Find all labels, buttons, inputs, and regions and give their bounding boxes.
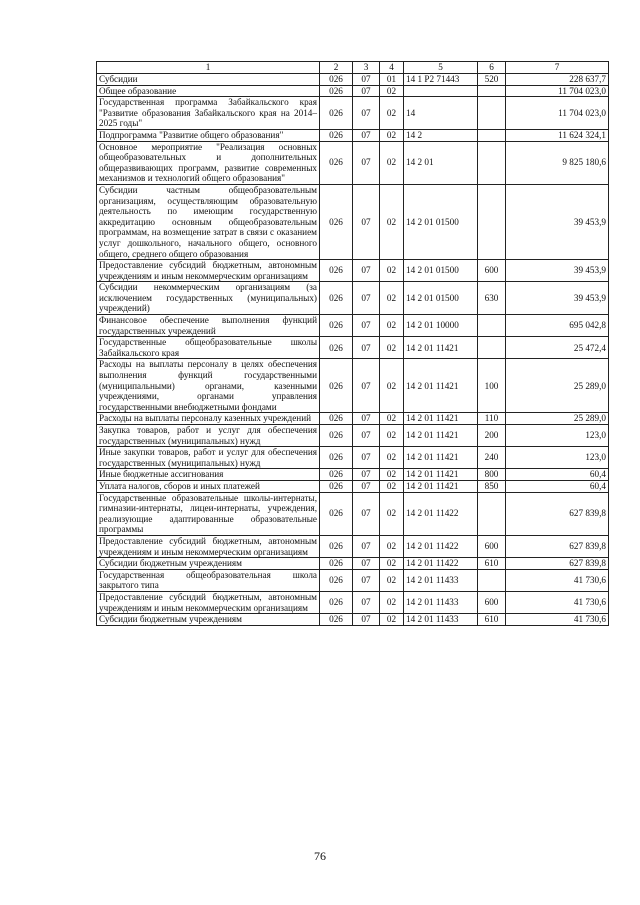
- cell-amount: 627 839,8: [506, 535, 609, 557]
- cell-ministry-code: 026: [320, 282, 353, 315]
- cell-name: Иные бюджетные ассигнования: [97, 469, 320, 481]
- table-row: [97, 282, 609, 315]
- table-row: [97, 558, 609, 570]
- cell-amount: 11 704 023,0: [506, 85, 609, 97]
- cell-section-code: 07: [353, 129, 380, 141]
- cell-name: Государственные общеобразовательные школы Забайкальского края: [97, 337, 320, 359]
- cell-subsection-code: 02: [380, 480, 404, 492]
- cell-expense-type: 850: [478, 480, 506, 492]
- cell-amount: 39 453,9: [506, 184, 609, 259]
- cell-section-code: 07: [353, 614, 380, 626]
- cell-expense-type: [478, 85, 506, 97]
- cell-expense-type: 600: [478, 591, 506, 613]
- cell-name: Финансовое обеспечение выполнения функций государственных учреждений: [97, 315, 320, 337]
- cell-name: Субсидии некоммерческим организациям (за исключением государственных (муниципальных) учреждений): [97, 282, 320, 315]
- cell-ministry-code: 026: [320, 558, 353, 570]
- cell-section-code: 07: [353, 74, 380, 86]
- cell-ministry-code: 026: [320, 315, 353, 337]
- table-row: [97, 480, 609, 492]
- cell-subsection-code: 02: [380, 315, 404, 337]
- cell-target-article: [404, 85, 478, 97]
- table-row: [97, 359, 609, 413]
- cell-ministry-code: 026: [320, 129, 353, 141]
- cell-section-code: 07: [353, 535, 380, 557]
- cell-name: Подпрограмма "Развитие общего образования": [97, 129, 320, 141]
- cell-ministry-code: 026: [320, 97, 353, 130]
- cell-subsection-code: 02: [380, 535, 404, 557]
- header-col-7: 7: [506, 62, 609, 74]
- cell-subsection-code: 02: [380, 282, 404, 315]
- cell-name: Основное мероприятие "Реализация основных общеобразовательных и дополнительных общеразвивающих программ, развитие современных механизмов и технологий общего образования": [97, 141, 320, 184]
- cell-target-article: 14 2 01 11421: [404, 413, 478, 425]
- cell-name: Иные закупки товаров, работ и услуг для обеспечения государственных (муниципальных) нужд: [97, 447, 320, 469]
- cell-expense-type: 610: [478, 614, 506, 626]
- cell-target-article: 14 2 01 11433: [404, 614, 478, 626]
- cell-section-code: 07: [353, 141, 380, 184]
- cell-amount: 41 730,6: [506, 569, 609, 591]
- cell-section-code: 07: [353, 282, 380, 315]
- cell-amount: 25 289,0: [506, 413, 609, 425]
- table-row: [97, 469, 609, 481]
- table-body: [97, 74, 609, 626]
- cell-expense-type: 200: [478, 425, 506, 447]
- cell-amount: 41 730,6: [506, 591, 609, 613]
- cell-section-code: 07: [353, 469, 380, 481]
- header-col-2: 2: [320, 62, 353, 74]
- cell-target-article: 14 2 01 01500: [404, 184, 478, 259]
- cell-subsection-code: 02: [380, 184, 404, 259]
- cell-amount: 11 624 324,1: [506, 129, 609, 141]
- table-row: [97, 569, 609, 591]
- cell-section-code: 07: [353, 480, 380, 492]
- cell-target-article: 14 2 01 11421: [404, 480, 478, 492]
- cell-expense-type: [478, 184, 506, 259]
- cell-target-article: 14 2 01 11421: [404, 337, 478, 359]
- cell-ministry-code: 026: [320, 535, 353, 557]
- page-number: 76: [314, 849, 326, 863]
- cell-amount: 39 453,9: [506, 260, 609, 282]
- cell-subsection-code: 02: [380, 337, 404, 359]
- table-row: [97, 97, 609, 130]
- cell-ministry-code: 026: [320, 260, 353, 282]
- cell-expense-type: [478, 492, 506, 535]
- cell-amount: 11 704 023,0: [506, 97, 609, 130]
- header-col-1: 1: [97, 62, 320, 74]
- table-row: [97, 260, 609, 282]
- cell-ministry-code: 026: [320, 85, 353, 97]
- cell-section-code: 07: [353, 492, 380, 535]
- cell-expense-type: [478, 337, 506, 359]
- table-row: [97, 129, 609, 141]
- table-row: [97, 591, 609, 613]
- cell-ministry-code: 026: [320, 447, 353, 469]
- table-row: [97, 614, 609, 626]
- cell-expense-type: [478, 141, 506, 184]
- table-row: [97, 447, 609, 469]
- cell-target-article: 14 2 01 01500: [404, 282, 478, 315]
- cell-name: Субсидии: [97, 74, 320, 86]
- cell-expense-type: 520: [478, 74, 506, 86]
- cell-expense-type: 240: [478, 447, 506, 469]
- cell-name: Предоставление субсидий бюджетным, автономным учреждениям и иным некоммерческим организациям: [97, 260, 320, 282]
- header-col-5: 5: [404, 62, 478, 74]
- cell-name: Субсидии бюджетным учреждениям: [97, 614, 320, 626]
- cell-expense-type: 800: [478, 469, 506, 481]
- cell-name: Субсидии частным общеобразовательным организациям, осуществляющим образовательную деятельность по имеющим государственную аккредитацию основным общеобразовательным программам, на возмещение затрат в связи с оказанием услуг дошкольного, начального общего, основного общего, среднего общего образования: [97, 184, 320, 259]
- cell-amount: 123,0: [506, 447, 609, 469]
- cell-target-article: 14 2 01 11433: [404, 569, 478, 591]
- cell-section-code: 07: [353, 315, 380, 337]
- cell-amount: 228 637,7: [506, 74, 609, 86]
- cell-subsection-code: 02: [380, 469, 404, 481]
- cell-name: Предоставление субсидий бюджетным, автономным учреждениям и иным некоммерческим организациям: [97, 591, 320, 613]
- cell-name: Государственная программа Забайкальского края "Развитие образования Забайкальского края на 2014–2025 годы": [97, 97, 320, 130]
- cell-name: Субсидии бюджетным учреждениям: [97, 558, 320, 570]
- cell-ministry-code: 026: [320, 469, 353, 481]
- table-row: [97, 184, 609, 259]
- cell-subsection-code: 02: [380, 260, 404, 282]
- cell-section-code: 07: [353, 85, 380, 97]
- table-row: [97, 535, 609, 557]
- table-row: [97, 74, 609, 86]
- cell-ministry-code: 026: [320, 480, 353, 492]
- cell-expense-type: 600: [478, 535, 506, 557]
- cell-name: Предоставление субсидий бюджетным, автономным учреждениям и иным некоммерческим организациям: [97, 535, 320, 557]
- cell-target-article: 14 2 01: [404, 141, 478, 184]
- cell-ministry-code: 026: [320, 591, 353, 613]
- cell-expense-type: 630: [478, 282, 506, 315]
- cell-expense-type: [478, 569, 506, 591]
- cell-subsection-code: 02: [380, 591, 404, 613]
- cell-target-article: 14 2 01 11433: [404, 591, 478, 613]
- cell-subsection-code: 02: [380, 359, 404, 413]
- cell-amount: 41 730,6: [506, 614, 609, 626]
- cell-subsection-code: 02: [380, 447, 404, 469]
- cell-amount: 25 289,0: [506, 359, 609, 413]
- cell-section-code: 07: [353, 569, 380, 591]
- cell-target-article: 14 2 01 11421: [404, 425, 478, 447]
- cell-section-code: 07: [353, 260, 380, 282]
- header-col-6: 6: [478, 62, 506, 74]
- cell-target-article: 14 2 01 11422: [404, 492, 478, 535]
- cell-subsection-code: 02: [380, 129, 404, 141]
- cell-ministry-code: 026: [320, 492, 353, 535]
- cell-target-article: 14 2: [404, 129, 478, 141]
- cell-target-article: 14 2 01 11421: [404, 469, 478, 481]
- cell-section-code: 07: [353, 97, 380, 130]
- cell-target-article: 14 2 01 01500: [404, 260, 478, 282]
- cell-ministry-code: 026: [320, 359, 353, 413]
- cell-name: Государственные образовательные школы-интернаты, гимназии-интернаты, лицеи-интернаты, учреждения, реализующие адаптированные образовательные программы: [97, 492, 320, 535]
- cell-section-code: 07: [353, 337, 380, 359]
- cell-subsection-code: 02: [380, 413, 404, 425]
- table-row: [97, 85, 609, 97]
- table-row: [97, 337, 609, 359]
- cell-expense-type: 100: [478, 359, 506, 413]
- cell-amount: 627 839,8: [506, 492, 609, 535]
- cell-expense-type: [478, 129, 506, 141]
- cell-ministry-code: 026: [320, 141, 353, 184]
- cell-section-code: 07: [353, 425, 380, 447]
- cell-section-code: 07: [353, 359, 380, 413]
- cell-ministry-code: 026: [320, 413, 353, 425]
- cell-name: Расходы на выплаты персоналу казенных учреждений: [97, 413, 320, 425]
- cell-subsection-code: 02: [380, 614, 404, 626]
- cell-target-article: 14 2 01 11422: [404, 535, 478, 557]
- cell-section-code: 07: [353, 591, 380, 613]
- cell-subsection-code: 02: [380, 558, 404, 570]
- cell-expense-type: 610: [478, 558, 506, 570]
- cell-expense-type: [478, 97, 506, 130]
- cell-target-article: 14: [404, 97, 478, 130]
- cell-name: Государственная общеобразовательная школа закрытого типа: [97, 569, 320, 591]
- cell-target-article: 14 1 P2 71443: [404, 74, 478, 86]
- cell-ministry-code: 026: [320, 569, 353, 591]
- cell-target-article: 14 2 01 11422: [404, 558, 478, 570]
- cell-section-code: 07: [353, 413, 380, 425]
- cell-name: Расходы на выплаты персоналу в целях обеспечения выполнения функций государственными (муниципальными) органами, казенными учреждениями, органами управления государственными внебюджетными фондами: [97, 359, 320, 413]
- cell-amount: 9 825 180,6: [506, 141, 609, 184]
- cell-amount: 60,4: [506, 480, 609, 492]
- cell-target-article: 14 2 01 11421: [404, 447, 478, 469]
- table-row: [97, 315, 609, 337]
- cell-target-article: 14 2 01 11421: [404, 359, 478, 413]
- budget-table: [96, 61, 609, 626]
- cell-section-code: 07: [353, 558, 380, 570]
- cell-amount: 25 472,4: [506, 337, 609, 359]
- cell-expense-type: [478, 315, 506, 337]
- cell-subsection-code: 01: [380, 74, 404, 86]
- table-row: [97, 141, 609, 184]
- cell-name: Закупка товаров, работ и услуг для обеспечения государственных (муниципальных) нужд: [97, 425, 320, 447]
- cell-subsection-code: 02: [380, 141, 404, 184]
- header-col-3: 3: [353, 62, 380, 74]
- cell-section-code: 07: [353, 184, 380, 259]
- cell-subsection-code: 02: [380, 85, 404, 97]
- header-row: [97, 62, 609, 74]
- cell-amount: 695 042,8: [506, 315, 609, 337]
- cell-ministry-code: 026: [320, 184, 353, 259]
- cell-amount: 39 453,9: [506, 282, 609, 315]
- cell-ministry-code: 026: [320, 337, 353, 359]
- cell-subsection-code: 02: [380, 425, 404, 447]
- cell-subsection-code: 02: [380, 97, 404, 130]
- cell-amount: 60,4: [506, 469, 609, 481]
- table-row: [97, 492, 609, 535]
- cell-subsection-code: 02: [380, 492, 404, 535]
- header-col-4: 4: [380, 62, 404, 74]
- cell-expense-type: 110: [478, 413, 506, 425]
- cell-amount: 123,0: [506, 425, 609, 447]
- cell-subsection-code: 02: [380, 569, 404, 591]
- cell-ministry-code: 026: [320, 425, 353, 447]
- cell-ministry-code: 026: [320, 614, 353, 626]
- cell-target-article: 14 2 01 10000: [404, 315, 478, 337]
- cell-section-code: 07: [353, 447, 380, 469]
- cell-expense-type: 600: [478, 260, 506, 282]
- cell-name: Общее образование: [97, 85, 320, 97]
- table-header: [97, 62, 609, 74]
- table-row: [97, 413, 609, 425]
- cell-name: Уплата налогов, сборов и иных платежей: [97, 480, 320, 492]
- table-row: [97, 425, 609, 447]
- cell-amount: 627 839,8: [506, 558, 609, 570]
- cell-ministry-code: 026: [320, 74, 353, 86]
